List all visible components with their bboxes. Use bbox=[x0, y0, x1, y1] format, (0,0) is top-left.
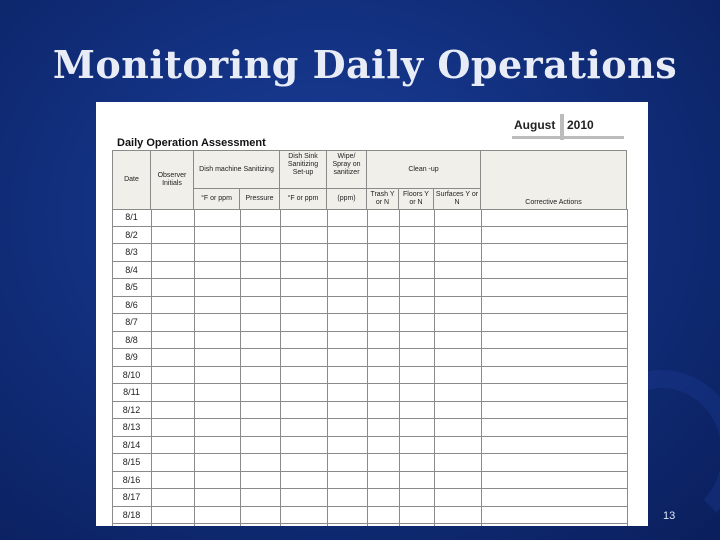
date-cell: 8/17 bbox=[122, 492, 141, 502]
header-cleanup: Clean -up bbox=[366, 150, 481, 189]
table-row bbox=[113, 454, 628, 472]
table-row bbox=[113, 209, 628, 227]
date-cell: 8/7 bbox=[125, 317, 138, 327]
header-observer: Observer Initials bbox=[150, 150, 194, 210]
table-row bbox=[113, 279, 628, 297]
date-cell: 8/11 bbox=[123, 387, 140, 397]
header-date: Date bbox=[112, 150, 151, 210]
page-number: 13 bbox=[663, 510, 676, 522]
header-dish-machine-temp: °F or ppm bbox=[193, 188, 240, 210]
header-floors: Floors Y or N bbox=[398, 188, 434, 210]
date-cell: 8/10 bbox=[122, 369, 141, 380]
form-grid bbox=[112, 209, 628, 526]
date-cell: 8/1 bbox=[125, 212, 138, 222]
table-row bbox=[113, 349, 628, 367]
table-row bbox=[113, 314, 628, 332]
date-cell: 8/9 bbox=[125, 352, 138, 362]
date-cell: 8/16 bbox=[122, 474, 141, 485]
header-wipe-spray: Wipe/ Spray on sanitizer bbox=[326, 150, 367, 189]
table-row bbox=[113, 437, 628, 455]
date-cell: 8/5 bbox=[125, 282, 138, 292]
header-dish-machine: Dish machine Sanitizing bbox=[193, 150, 280, 189]
table-row bbox=[113, 367, 628, 385]
date-cell: 8/3 bbox=[125, 247, 138, 257]
header-trash: Trash Y or N bbox=[366, 188, 399, 210]
date-cell: 8/13 bbox=[122, 422, 141, 432]
header-dish-sink: Dish Sink Sanitizing Set-up bbox=[279, 150, 327, 189]
table-row bbox=[113, 297, 628, 315]
date-cell: 8/14 bbox=[122, 439, 141, 450]
header-corrective-actions: Corrective Actions bbox=[480, 150, 627, 210]
date-cell: 8/4 bbox=[125, 264, 138, 275]
form-title: Daily Operation Assessment bbox=[117, 137, 266, 149]
table-row bbox=[113, 507, 628, 525]
table-row bbox=[113, 384, 628, 402]
date-cell: 8/8 bbox=[125, 334, 138, 345]
month-separator bbox=[560, 114, 564, 140]
table-row bbox=[113, 472, 628, 490]
date-cell: 8/6 bbox=[125, 299, 138, 310]
slide-title: Monitoring Daily Operations bbox=[52, 42, 678, 87]
month-year-box bbox=[512, 116, 624, 139]
date-cell: 8/15 bbox=[122, 457, 141, 467]
header-surfaces: Surfaces Y or N bbox=[433, 188, 481, 210]
month-label: August bbox=[514, 118, 556, 132]
table-row bbox=[113, 332, 628, 350]
header-dish-machine-pressure: Pressure bbox=[239, 188, 280, 210]
table-row bbox=[113, 227, 628, 245]
date-cell: 8/12 bbox=[122, 404, 141, 415]
date-cell: 8/18 bbox=[122, 509, 141, 520]
header-wipe-sub: (ppm) bbox=[326, 188, 367, 210]
table-row bbox=[113, 244, 628, 262]
table-row bbox=[113, 489, 628, 507]
date-cell: 8/2 bbox=[125, 229, 138, 240]
assessment-form bbox=[96, 102, 648, 526]
header-dish-sink-sub: °F or ppm bbox=[279, 188, 327, 210]
table-row bbox=[113, 419, 628, 437]
table-row bbox=[113, 262, 628, 280]
table-row bbox=[113, 402, 628, 420]
year-label: 2010 bbox=[567, 118, 594, 132]
